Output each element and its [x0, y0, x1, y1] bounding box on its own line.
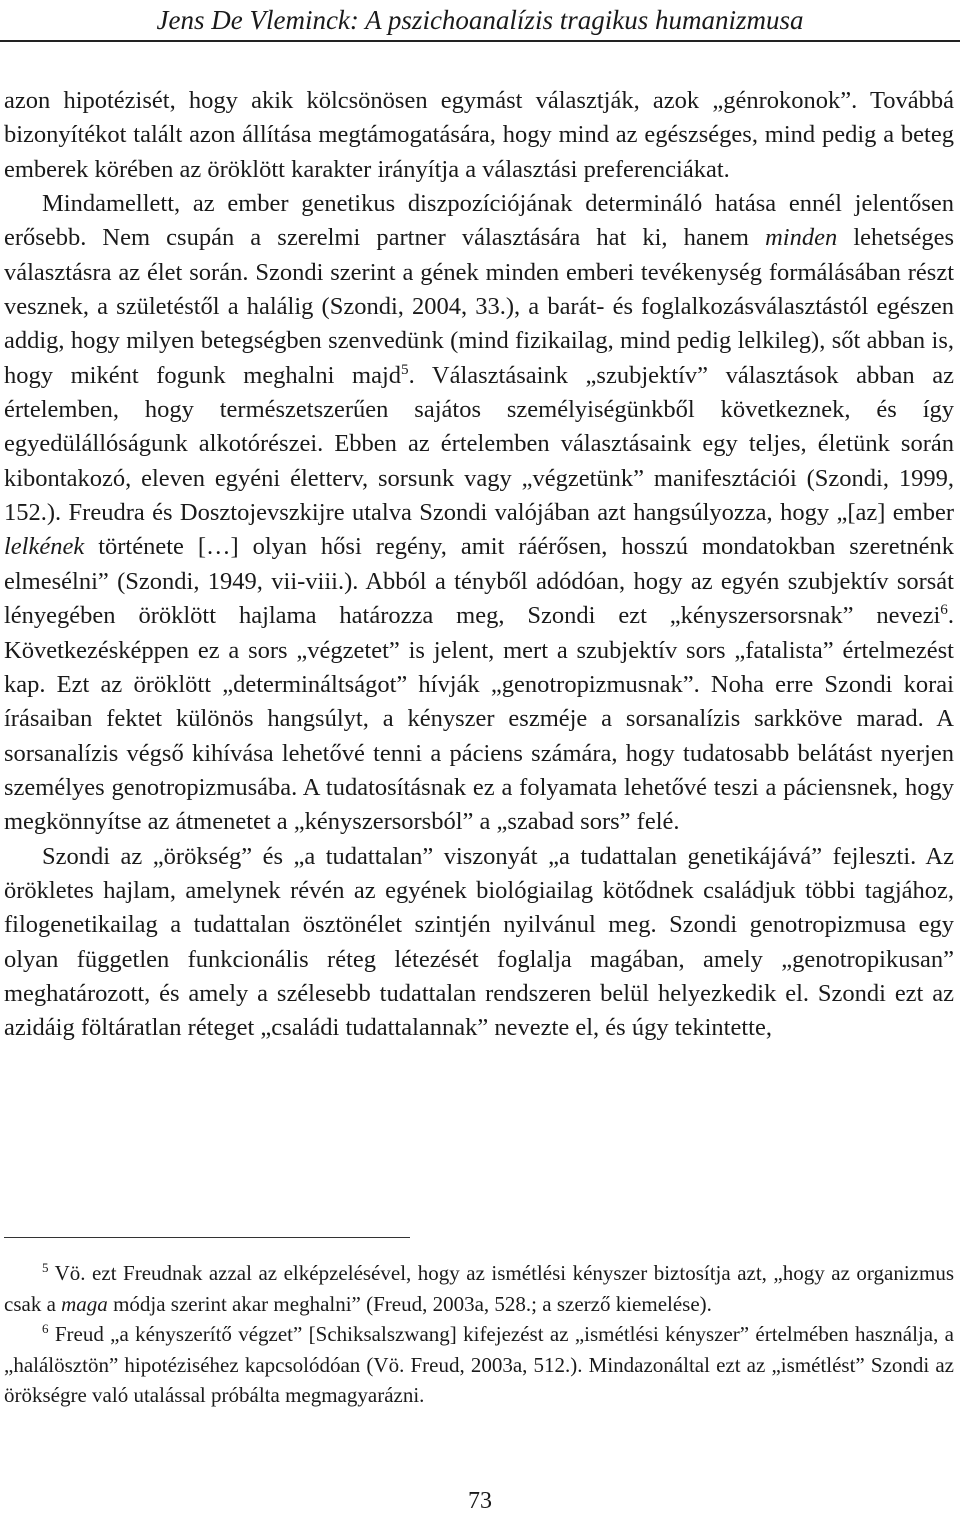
footnote-5-part-1: Vö. ezt Freudnak azzal az elképzelésével, hogy az ismétlési kényszer biztosítja azt, „hogy az organizmus csak a — [4, 1261, 954, 1316]
paragraph-2-part-5: . Következésképpen ez a sors „végzetet” is jelent, mert a szubjektív sors „fatalista” értelmezést kap. Ezt az öröklött „determináltságot” hívják „genotropizmusnak”. Noha erre Szondi korai írásaiban fektet különös hangsúlyt, a kényszer eszméje a sorsanalízis sarkköve marad. A sorsanalízis végső kihívása lehetővé tenni a páciens számára, hogy tudatosabb belátást nyerjen személyes genotropizmusába. A tudatosításnak ez a folyamata lehetővé teszi a páciensnek, hogy megkönnyítse az átmenetet a „kényszersorsból” a „szabad sors” felé. — [4, 602, 954, 836]
footnote-5 — [4, 1258, 954, 1319]
paragraph-2-part-4: története […] olyan hősi regény, amit ráérősen, hosszú mondatokban szeretnénk elmesélni” (Szondi, 1949, vii-viii.). Abból a tényből adódóan, hogy az egyén szubjektív sorsát lényegében öröklött hajlama határozza meg, Szondi ezt „kényszersorsnak” nevezi — [4, 533, 954, 630]
paragraph-1-lead: azon hipotézisét, hogy akik kölcsönösen egymást választják, azok „génrokonok”. Továbbá bizonyítékot talált azon állítása megtámogatására, hogy mind az egészséges, mind pedig a beteg emberek körében az öröklött karakter irányítja a választási preferenciákat. — [4, 87, 954, 183]
footnotes — [4, 1258, 954, 1411]
paragraph-3 — [4, 840, 954, 1046]
footnote-number-5: 5 — [42, 1260, 49, 1275]
footnote-separator — [4, 1237, 410, 1238]
paragraph-3-text: Szondi az „örökség” és „a tudattalan” viszonyát „a tudattalan genetikájává” fejleszti. Az örökletes hajlam, amelynek révén az egyének biológiailag kötődnek családjuk többi tagjához, filogenetikailag a tudattalan ösztönélet szintjén nyilvánul meg. Szondi genotropizmusa egy olyan független funkcionális réteg létezését foglalja magában, amely „genotropikusan” meghatározott, és amely a szélesebb tudattalan rendszeren belül helyezkedik el. Szondi ezt az azidáig föltáratlan réteget „családi tudattalannak” nevezte el, és úgy tekintette, — [4, 842, 954, 1042]
emphasis-lelkenek: lelkének — [4, 533, 85, 561]
footnote-number-6: 6 — [42, 1321, 49, 1336]
paragraph-2-part-3: . Választásaink „szubjektív” választások abban az értelemben, hogy természetszerűen sajátos személyiségünkből következnek, és így egyedülállóságunk alkotórészei. Ebben az értelemben választásaink egy teljes, életünk során kibontakozó, eleven egyéni életterv, sorsunk vagy „végzetünk” manifesztációi (Szondi, 1999, 152.). Freudra és Dosztojevszkijre utalva Szondi valójában azt hangsúlyozza, hogy „[az] ember — [4, 361, 954, 527]
paragraph-1 — [4, 84, 954, 187]
running-header — [0, 0, 960, 41]
page-number: 73 — [468, 1488, 492, 1514]
footnote-ref-5[interactable]: 5 — [401, 360, 409, 378]
paragraph-2 — [4, 187, 954, 840]
footnote-5-part-2: módja szerint akar meghalni” (Freud, 2003a, 528.; a szerző kiemelése). — [113, 1291, 712, 1316]
emphasis-maga: maga — [61, 1291, 108, 1316]
running-title: Jens De Vleminck: A pszichoanalízis tragikus humanizmusa — [156, 5, 804, 35]
footnote-ref-6[interactable]: 6 — [940, 601, 948, 618]
footnote-6 — [4, 1319, 954, 1411]
paragraph-2-part-2: lehetséges választásra az élet során. Szondi szerint a gének minden emberi tevékenység formálásában részt vesznek, a születéstől a halálig (Szondi, 2004, 33.), a barát- és foglalkozásválasztástól egészen addig, hogy milyen betegségben szenvedünk (mind fizikailag, mind pedig lelkileg), sőt abban is, hogy miként fogunk meghalni majd — [4, 224, 955, 389]
footnote-6-text: Freud „a kényszerítő végzet” [Schiksalszwang] kifejezést az „ismétlési kényszer” értelmében használja, a „halálösztön” hipotéziséhez kapcsolódóan (Vö. Freud, 2003a, 512.). Mindazonáltal ezt az „ismétlést” Szondi az örökségre való utalással próbálta megmagyarázni. — [4, 1322, 954, 1407]
header-rule — [0, 40, 960, 42]
body-text — [4, 84, 954, 1046]
emphasis-minden: minden — [765, 224, 838, 252]
paragraph-2-part-1: Mindamellett, az ember genetikus diszpozíciójának determináló hatása ennél jelentősen erősebb. Nem csupán a szerelmi partner választására hat ki, hanem — [4, 190, 954, 252]
